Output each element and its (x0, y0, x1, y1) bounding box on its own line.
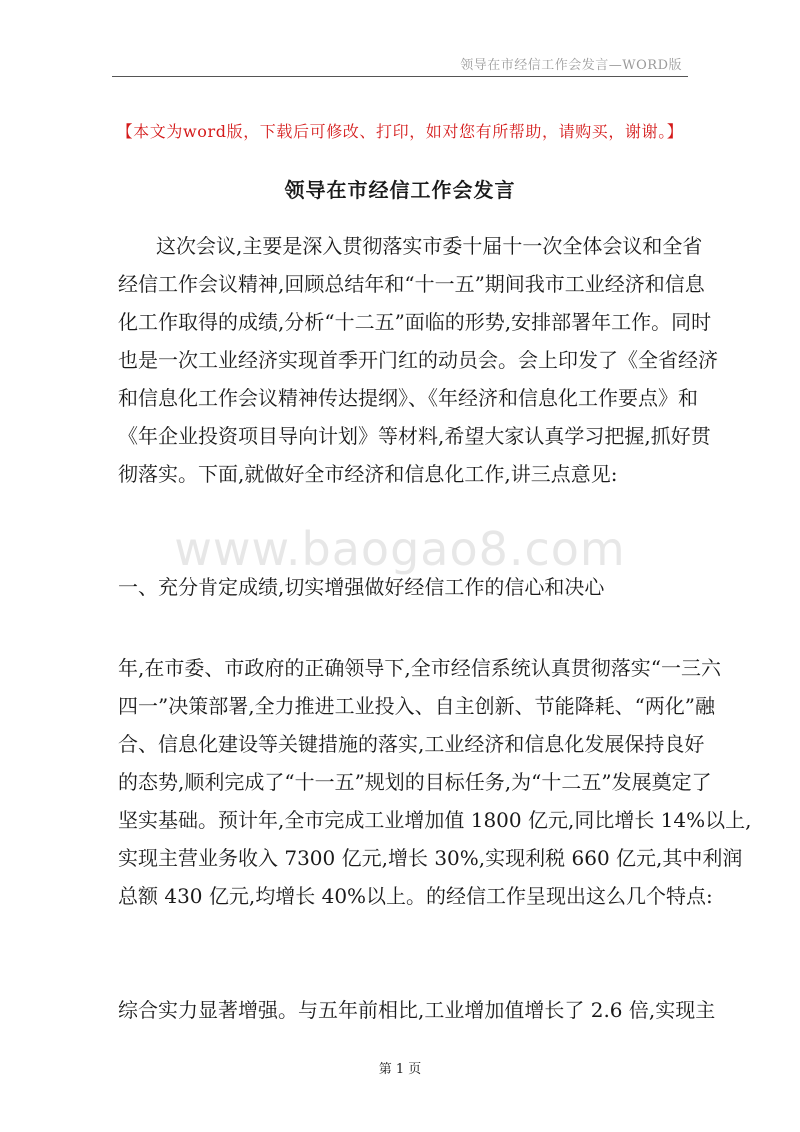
body-line: 实现主营业务收入 7300 亿元,增长 30%,实现利税 660 亿元,其中利润 (118, 846, 743, 870)
body-line: 综合实力显著增强。与五年前相比,工业增加值增长了 2.6 倍,实现主 (118, 998, 716, 1022)
body-line: 总额 430 亿元,均增长 40%以上。的经信工作呈现出这么几个特点: (118, 884, 713, 908)
download-notice: 【本文为word版，下载后可修改、打印，如对您有所帮助，请购买，谢谢。】 (116, 122, 684, 141)
running-header: 领导在市经信工作会发言—WORD版 (460, 58, 682, 73)
body-line: 坚实基础。预计年,全市完成工业增加值 1800 亿元,同比增长 14%以上, (118, 808, 752, 832)
body-line: 和信息化工作会议精神传达提纲》、《年经济和信息化工作要点》和 (118, 386, 698, 410)
body-line: 这次会议,主要是深入贯彻落实市委十届十一次全体会议和全省 (156, 234, 703, 258)
body-line: 合、信息化建设等关键措施的落实,工业经济和信息化发展保持良好 (118, 732, 705, 756)
document-title: 领导在市经信工作会发言 (284, 178, 516, 202)
body-line: 年,在市委、市政府的正确领导下,全市经信系统认真贯彻落实“一三六 (118, 656, 721, 680)
body-line: 彻落实。下面,就做好全市经济和信息化工作,讲三点意见: (118, 462, 618, 486)
body-line: 的态势,顺利完成了“十一五”规划的目标任务,为“十二五”发展奠定了 (118, 770, 712, 794)
body-line: 也是一次工业经济实现首季开门红的动员会。会上印发了《全省经济 (118, 348, 718, 372)
page-number: 第 1 页 (378, 1062, 422, 1077)
watermark: www.baogao8.com (174, 522, 626, 576)
body-line: 经信工作会议精神,回顾总结年和“十一五”期间我市工业经济和信息 (118, 272, 705, 296)
header-divider (112, 76, 688, 77)
section-heading: 一、充分肯定成绩,切实增强做好经信工作的信心和决心 (118, 575, 605, 599)
body-line: 四一”决策部署,全力推进工业投入、自主创新、节能降耗、“两化”融 (118, 694, 716, 718)
body-line: 化工作取得的成绩,分析“十二五”面临的形势,安排部署年工作。同时 (118, 310, 712, 334)
body-line: 《年企业投资项目导向计划》等材料,希望大家认真学习把握,抓好贯 (118, 424, 711, 448)
